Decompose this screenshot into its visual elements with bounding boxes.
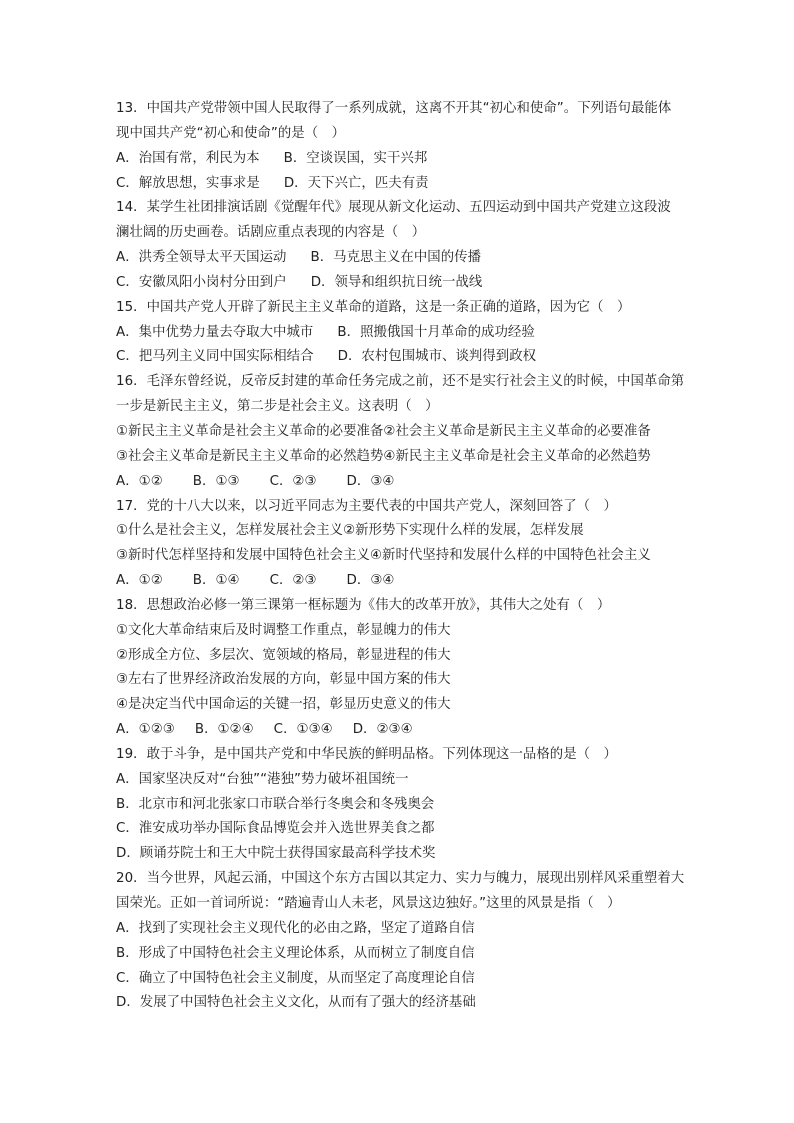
q15-option-c: C．把马列主义同中国实际相结合 — [116, 349, 314, 365]
q13-option-b: B．空谈误国，实干兴邦 — [283, 150, 428, 166]
q20-option-c: C．确立了中国特色社会主义制度，从而坚定了高度理论自信 — [116, 970, 475, 986]
q17-choice-d: D．③④ — [346, 573, 395, 589]
q17-choice-c: C．②③ — [269, 573, 317, 589]
q17-item-line-1: ①什么是社会主义，怎样发展社会主义②新形势下实现什么样的发展，怎样发展 — [116, 523, 584, 539]
q18-item-2: ②形成全方位、多层次、宽领域的格局，彰显进程的伟大 — [116, 647, 451, 663]
q18-item-3: ③左右了世界经济政治发展的方向，彰显中国方案的伟大 — [116, 672, 451, 688]
q16-item-line-1: ①新民主主义革命是社会主义革命的必要准备②社会主义革命是新民主主义革命的必要准备 — [116, 423, 651, 439]
q17-item-line-2: ③新时代怎样坚持和发展中国特色社会主义④新时代坚持和发展什么样的中国特色社会主义 — [116, 548, 651, 564]
q15-option-row-2 — [116, 345, 684, 370]
q18-item-1: ①文化大革命结束后及时调整工作重点，彰显魄力的伟大 — [116, 622, 451, 638]
q15-option-d: D．农村包围城市、谈判得到政权 — [337, 349, 537, 365]
q14-option-a: A．洪秀全领导太平天国运动 — [116, 250, 287, 266]
q18-choice-c: C．①③④ — [273, 722, 333, 738]
q18-choice-b: B．①②④ — [194, 722, 254, 738]
q17-choice-a: A．①② — [116, 573, 163, 589]
q14-stem-line-1: 14．某学生社团排演话剧《觉醒年代》展现从新文化运动、五四运动到中国共产党建立这段波 — [116, 200, 671, 216]
q15-option-b: B．照搬俄国十月革命的成功经验 — [337, 324, 535, 340]
q14-option-row-2 — [116, 271, 684, 296]
q19-option-c: C．淮安成功举办国际食品博览会并入选世界美食之都 — [116, 821, 435, 837]
q14-option-row-1 — [116, 246, 684, 271]
q20-stem-line-2: 国荣光。正如一首词所说：“踏遍青山人未老，风景这边独好。”这里的风景是指（ ） — [116, 896, 621, 911]
q16-choice-a: A．①② — [116, 473, 163, 489]
q18-item-4: ④是决定当代中国命运的关键一招，彰显历史意义的伟大 — [116, 697, 451, 713]
q15-option-row-1 — [116, 321, 684, 346]
q13-option-row-2 — [116, 172, 684, 197]
question-list — [116, 97, 684, 1016]
q14-stem-line-2: 澜壮阔的历史画卷。话剧应重点表现的内容是（ ） — [116, 225, 426, 241]
q16-choice-d: D．③④ — [346, 473, 395, 489]
q13-option-a: A．治国有常，利民为本 — [116, 150, 260, 166]
q20-stem-line-1: 20．当今世界，风起云涌，中国这个东方古国以其定力、实力与魄力，展现出别样风采重塑着大 — [116, 871, 685, 887]
q17-choice-b: B．①④ — [192, 573, 240, 589]
q13-stem-line-1: 13．中国共产党带领中国人民取得了一系列成就，这离不开其“初心和使命”。下列语句最能体 — [116, 101, 672, 116]
q16-choice-b: B．①③ — [192, 473, 240, 489]
q16-choices — [116, 470, 684, 495]
q19-option-a: A．国家坚决反对“台独”“港独”势力破坏祖国统一 — [116, 771, 409, 787]
q14-option-d: D．领导和组织抗日统一战线 — [310, 274, 483, 290]
q17-stem-line-1: 17．党的十八大以来，以习近平同志为主要代表的中国共产党人，深刻回答了（ ） — [116, 498, 617, 514]
q13-stem-line-2: 现中国共产党“初心和使命”的是（ ） — [116, 125, 346, 141]
q19-stem-line-1: 19．敢于斗争，是中国共产党和中华民族的鲜明品格。下列体现这一品格的是（ ） — [116, 746, 617, 762]
q14-option-c: C．安徽凤阳小岗村分田到户 — [116, 274, 287, 290]
q16-choice-c: C．②③ — [269, 473, 317, 489]
q19-option-b: B．北京市和河北张家口市联合举行冬奥会和冬残奥会 — [116, 796, 435, 812]
q18-choices — [116, 718, 684, 743]
q13-option-d: D．天下兴亡，匹夫有责 — [283, 175, 429, 191]
q18-choice-d: D．②③④ — [352, 722, 413, 738]
q17-choices — [116, 569, 684, 594]
q20-option-b: B．形成了中国特色社会主义理论体系，从而树立了制度自信 — [116, 945, 475, 961]
q18-stem-line-1: 18．思想政治必修一第三课第一框标题为《伟大的改革开放》，其伟大之处有（ ） — [116, 597, 611, 613]
q18-choice-a: A．①②③ — [116, 722, 175, 738]
q20-option-d: D．发展了中国特色社会主义文化，从而有了强大的经济基础 — [116, 995, 476, 1011]
q13-option-c: C．解放思想，实事求是 — [116, 175, 260, 191]
q15-option-a: A．集中优势力量去夺取大中城市 — [116, 324, 314, 340]
q16-stem-line-2: 一步是新民主主义，第二步是社会主义。这表明（ ） — [116, 399, 439, 415]
q19-option-d: D．顾诵芬院士和王大中院士获得国家最高科学技术奖 — [116, 846, 436, 862]
q20-option-a: A．找到了实现社会主义现代化的必由之路，坚定了道路自信 — [116, 920, 475, 936]
q16-item-line-2: ③社会主义革命是新民主主义革命的必然趋势④新民主主义革命是社会主义革命的必然趋势 — [116, 448, 651, 464]
q14-option-b: B．马克思主义在中国的传播 — [310, 250, 482, 266]
q15-stem-line-1: 15．中国共产党人开辟了新民主主义革命的道路，这是一条正确的道路，因为它（ ） — [116, 299, 631, 315]
q13-option-row-1 — [116, 147, 684, 172]
q16-stem-line-1: 16．毛泽东曾经说，反帝反封建的革命任务完成之前，还不是实行社会主义的时候，中国革命第 — [116, 374, 685, 390]
